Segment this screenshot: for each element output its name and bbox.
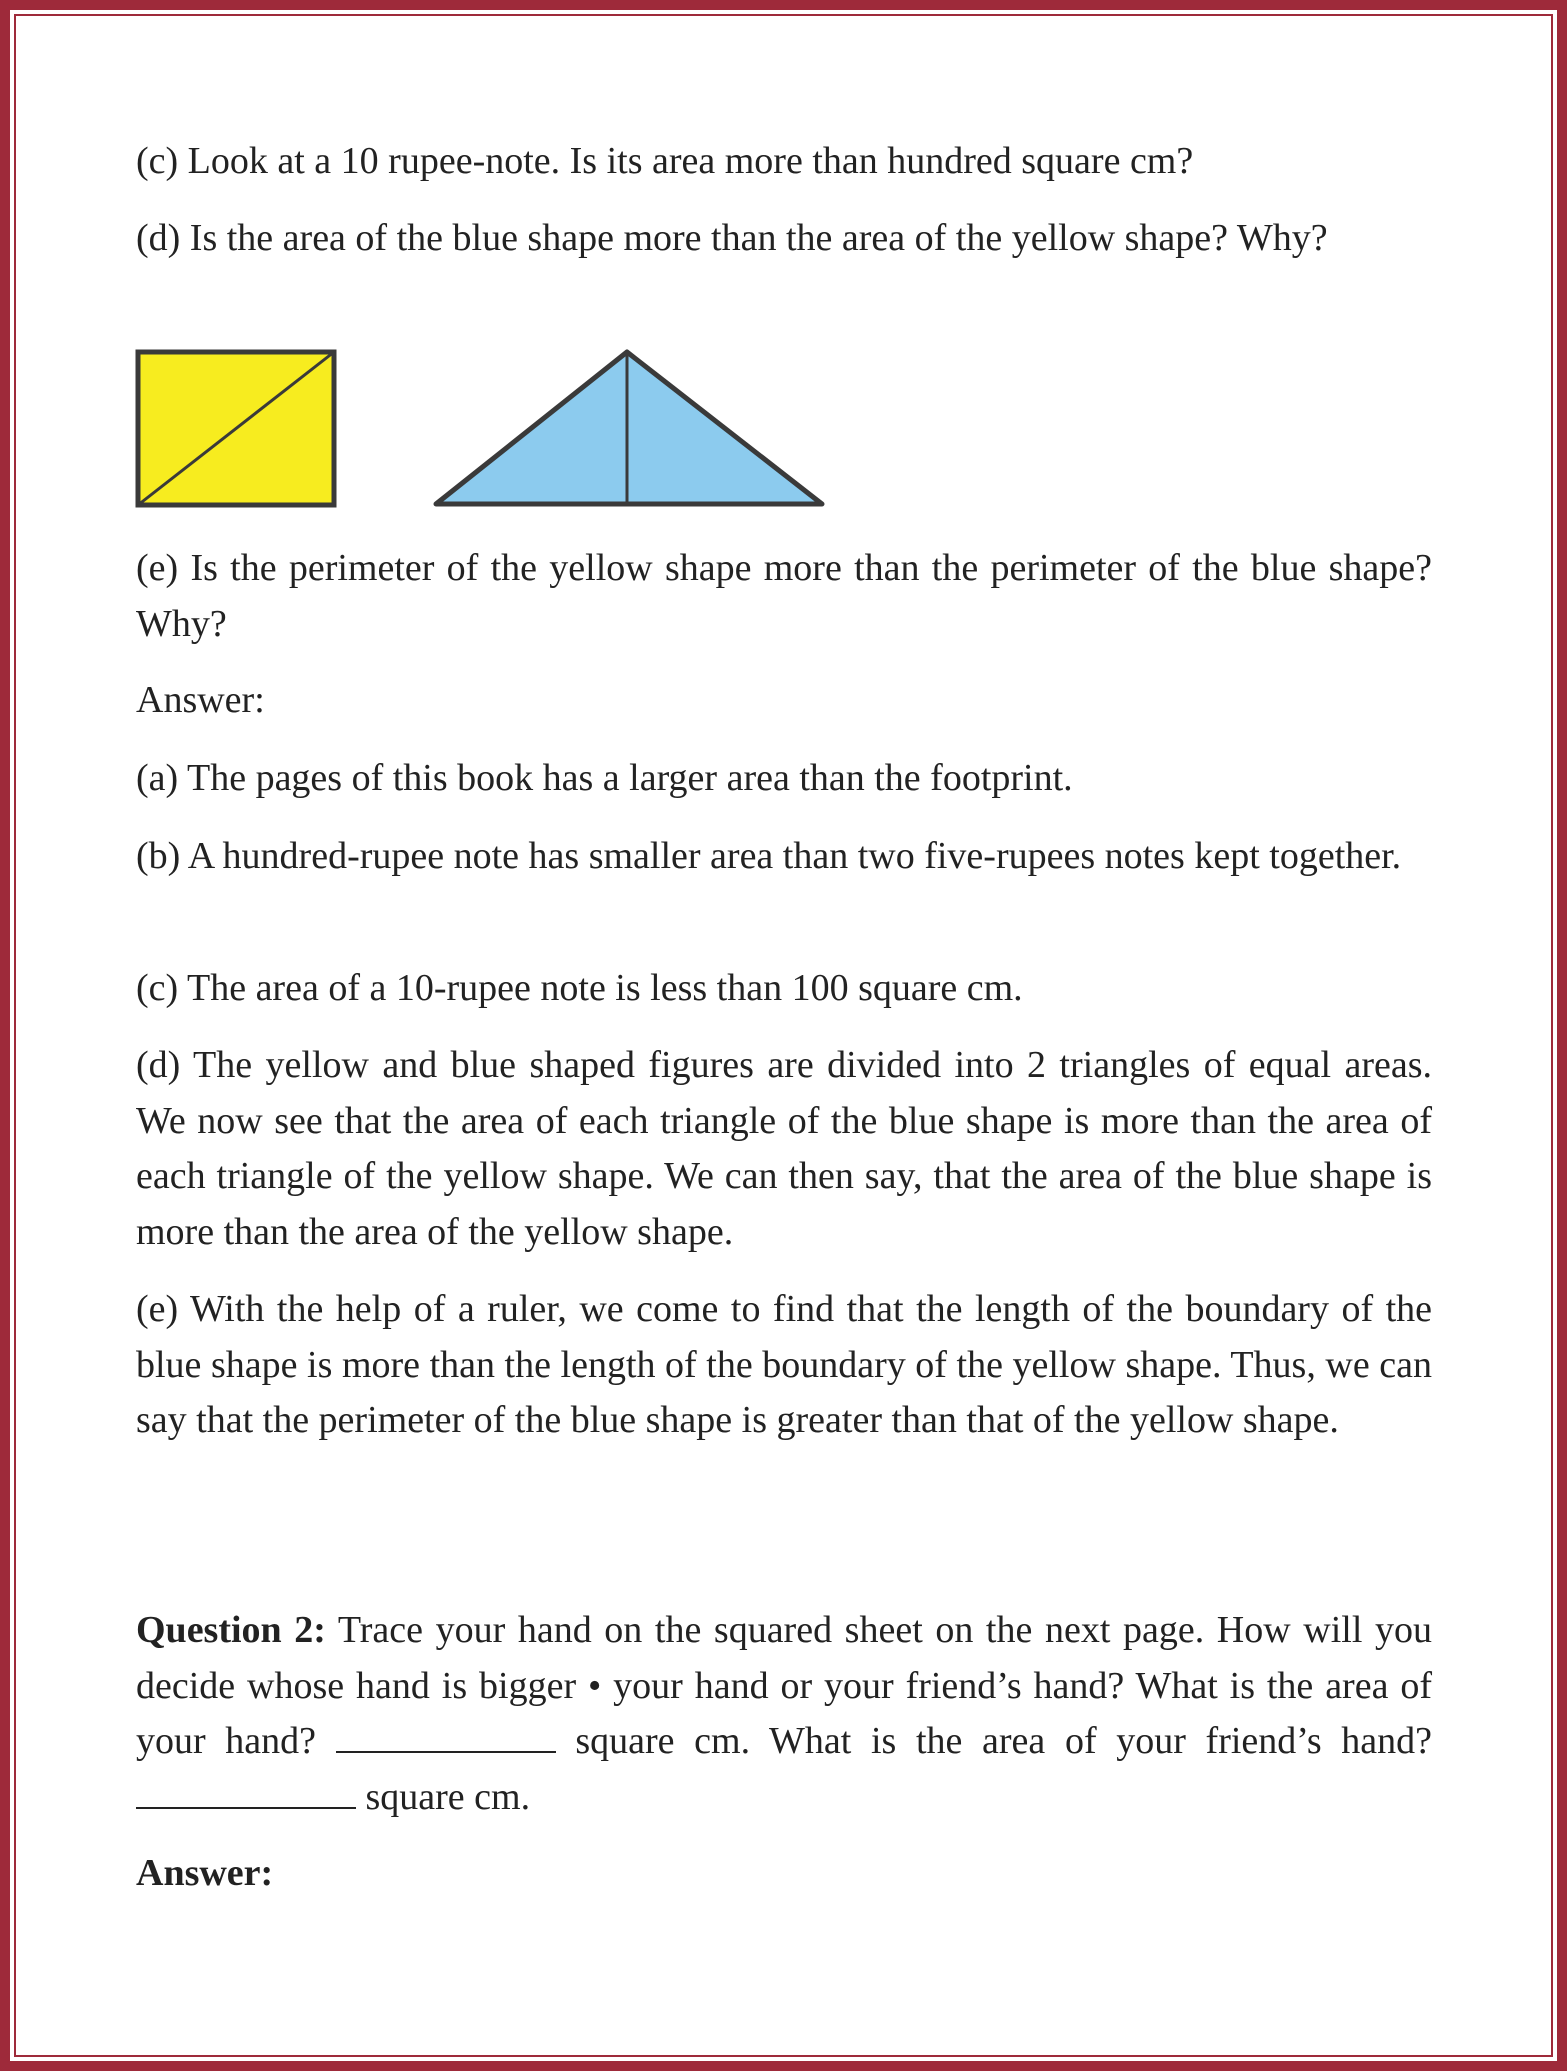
answer-2-heading	[136, 1846, 1432, 1902]
answer-a: (a) The pages of this book has a larger area than the footprint.	[136, 757, 1073, 799]
question-2	[136, 1603, 1432, 1825]
blank-your-hand	[336, 1721, 556, 1753]
question-2-text3: square cm.	[356, 1775, 531, 1818]
question-2-label: Question 2:	[136, 1609, 326, 1651]
answer-e: (e) With the help of a ruler, we come to find that the length of the boundary of the blue shape is more than the length of the boundary of the yellow shape. Thus, we can say that the perimeter of the blue shape is greater than that of the yellow shape.	[136, 1288, 1432, 1441]
question-d: (d) Is the area of the blue shape more than the area of the yellow shape? Why?	[136, 217, 1328, 259]
answer-heading: Answer:	[136, 679, 265, 721]
answer-2-label: Answer:	[136, 1852, 274, 1894]
answer-b: (b) A hundred-rupee note has smaller area than two five-rupees notes kept together.	[136, 835, 1402, 877]
question-2-text2: square cm. What is the area of your friend’s hand?	[555, 1720, 1433, 1762]
question-c: (c) Look at a 10 rupee-note. Is its area more than hundred square cm?	[136, 140, 1194, 182]
question-2-text1: Trace your hand on the squared sheet on the next page. How will you decide whose hand is bigger • your hand or your friend’s hand? What is the area of your hand?	[136, 1609, 1432, 1762]
shapes-figure	[0, 0, 1567, 560]
answer-d: (d) The yellow and blue shaped figures are divided into 2 triangles of equal areas. We now see that the area of each triangle of the blue shape is more than the area of each triangle of the yellow shape. We can then say, that the area of the blue shape is more than the area of the yellow shape.	[136, 1044, 1432, 1253]
blue-triangle	[436, 352, 822, 504]
blank-friend-hand	[136, 1777, 356, 1809]
answer-c: (c) The area of a 10-rupee note is less than 100 square cm.	[136, 967, 1023, 1009]
yellow-rectangle	[138, 352, 334, 505]
question-e: (e) Is the perimeter of the yellow shape more than the perimeter of the blue shape? Why?	[136, 547, 1432, 645]
